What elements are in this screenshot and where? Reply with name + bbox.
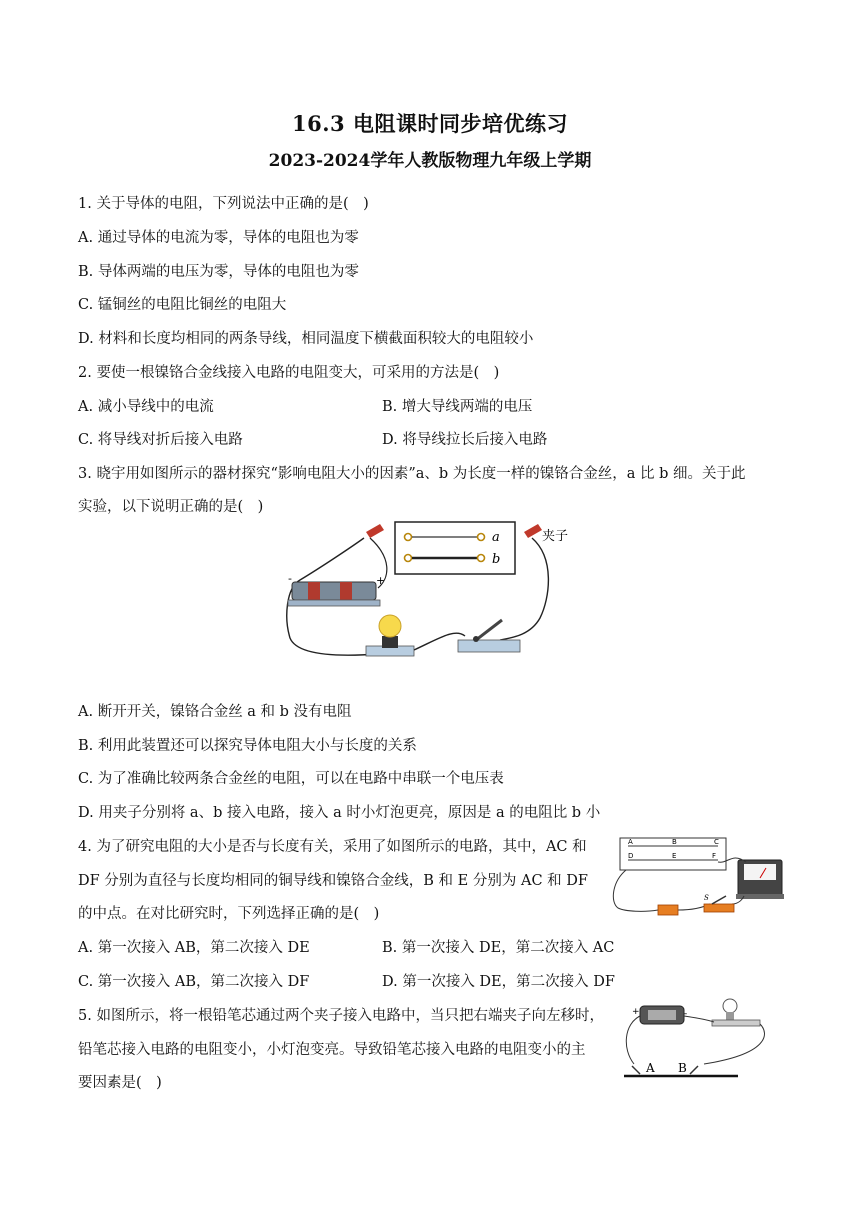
q4-battery (658, 905, 678, 915)
q2-option-a: A. 减小导线中的电流 (78, 399, 214, 415)
q1-option-d: D. 材料和长度均相同的两条导线，相同温度下横截面积较大的电阻较小 (78, 331, 534, 347)
q2-stem: 2. 要使一根镍铬合金线接入电路的电阻变大，可采用的方法是( ) (78, 365, 500, 381)
page-title: 16.3 电阻课时同步培优练习 (292, 111, 568, 136)
q4-switch (704, 904, 734, 912)
svg-text:C: C (714, 838, 719, 846)
right-clip (524, 524, 542, 538)
q4-option-d: D. 第一次接入 DE，第二次接入 DF (382, 974, 615, 990)
q5-bulb-icon (723, 999, 737, 1013)
q4-stem-line2: DF 分别为直径与长度均相同的铜导线和镍铬合金线，B 和 E 分别为 AC 和 DF (78, 873, 588, 889)
battery (292, 582, 376, 600)
page-subtitle: 2023-2024学年人教版物理九年级上学期 (268, 151, 592, 171)
svg-text:F: F (712, 852, 717, 860)
q5-stem-line3: 要因素是( ) (78, 1075, 162, 1091)
q3-option-b: B. 利用此装置还可以探究导体电阻大小与长度的关系 (78, 738, 417, 754)
q2-option-c: C. 将导线对折后接入电路 (78, 432, 243, 448)
label-b: b (492, 552, 501, 567)
q4-stem-line3: 的中点。在对比研究时，下列选择正确的是( ) (78, 906, 380, 922)
q2-option-d: D. 将导线拉长后接入电路 (382, 432, 548, 448)
svg-text:-: - (684, 1009, 688, 1019)
q1-option-a: A. 通过导体的电流为零，导体的电阻也为零 (78, 230, 359, 246)
q3-stem-line2: 实验，以下说明正确的是( ) (78, 499, 264, 515)
switch-lever (476, 620, 502, 640)
q1-option-b: B. 导体两端的电压为零，导体的电阻也为零 (78, 264, 359, 280)
svg-text:A: A (628, 838, 633, 846)
q1-stem: 1. 关于导体的电阻，下列说法中正确的是( ) (78, 196, 369, 212)
bulb-icon (379, 615, 401, 637)
label-a: a (492, 530, 500, 545)
q5-stem-line2: 铅笔芯接入电路的电阻变小，小灯泡变亮。导致铅笔芯接入电路的电阻变小的主 (78, 1042, 586, 1058)
q5-stem-line1: 5. 如图所示，将一根铅笔芯通过两个夹子接入电路中，当只把右端夹子向左移时， (78, 1008, 604, 1024)
svg-text:+: + (632, 1007, 640, 1017)
q4-option-b: B. 第一次接入 DE，第二次接入 AC (382, 940, 615, 956)
q4-circuit-figure (606, 832, 788, 924)
battery-minus: - (288, 572, 292, 585)
svg-text:S: S (704, 894, 709, 902)
q3-option-a: A. 断开开关，镍铬合金丝 a 和 b 没有电阻 (78, 704, 352, 720)
q3-stem-line1: 3. 晓宇用如图所示的器材探究“影响电阻大小的因素”a、b 为长度一样的镍铬合金丝，a 比 b 细。关于此 (78, 466, 746, 482)
svg-text:E: E (672, 852, 677, 860)
svg-text:B: B (672, 838, 677, 846)
switch-base (458, 640, 520, 652)
svg-text:A: A (646, 1061, 655, 1075)
q3-circuit-figure (280, 518, 590, 668)
q3-option-d: D. 用夹子分别将 a、b 接入电路，接入 a 时小灯泡更亮，原因是 a 的电阻比 b 小 (78, 805, 601, 821)
left-clip (366, 524, 384, 538)
q4-option-a: A. 第一次接入 AB，第二次接入 DE (78, 940, 310, 956)
q2-option-b: B. 增大导线两端的电压 (382, 399, 533, 415)
q1-option-c: C. 锰铜丝的电阻比铜丝的电阻大 (78, 297, 287, 313)
q4-option-c: C. 第一次接入 AB，第二次接入 DF (78, 974, 310, 990)
q5-circuit-figure (618, 994, 778, 1082)
q4-stem-line1: 4. 为了研究电阻的大小是否与长度有关，采用了如图所示的电路，其中，AC 和 (78, 839, 587, 855)
svg-text:D: D (628, 852, 634, 860)
clip-label: 夹子 (542, 529, 569, 544)
q3-option-c: C. 为了准确比较两条合金丝的电阻，可以在电路中串联一个电压表 (78, 771, 504, 787)
svg-text:B: B (678, 1061, 687, 1075)
battery-plus: + (376, 574, 386, 587)
